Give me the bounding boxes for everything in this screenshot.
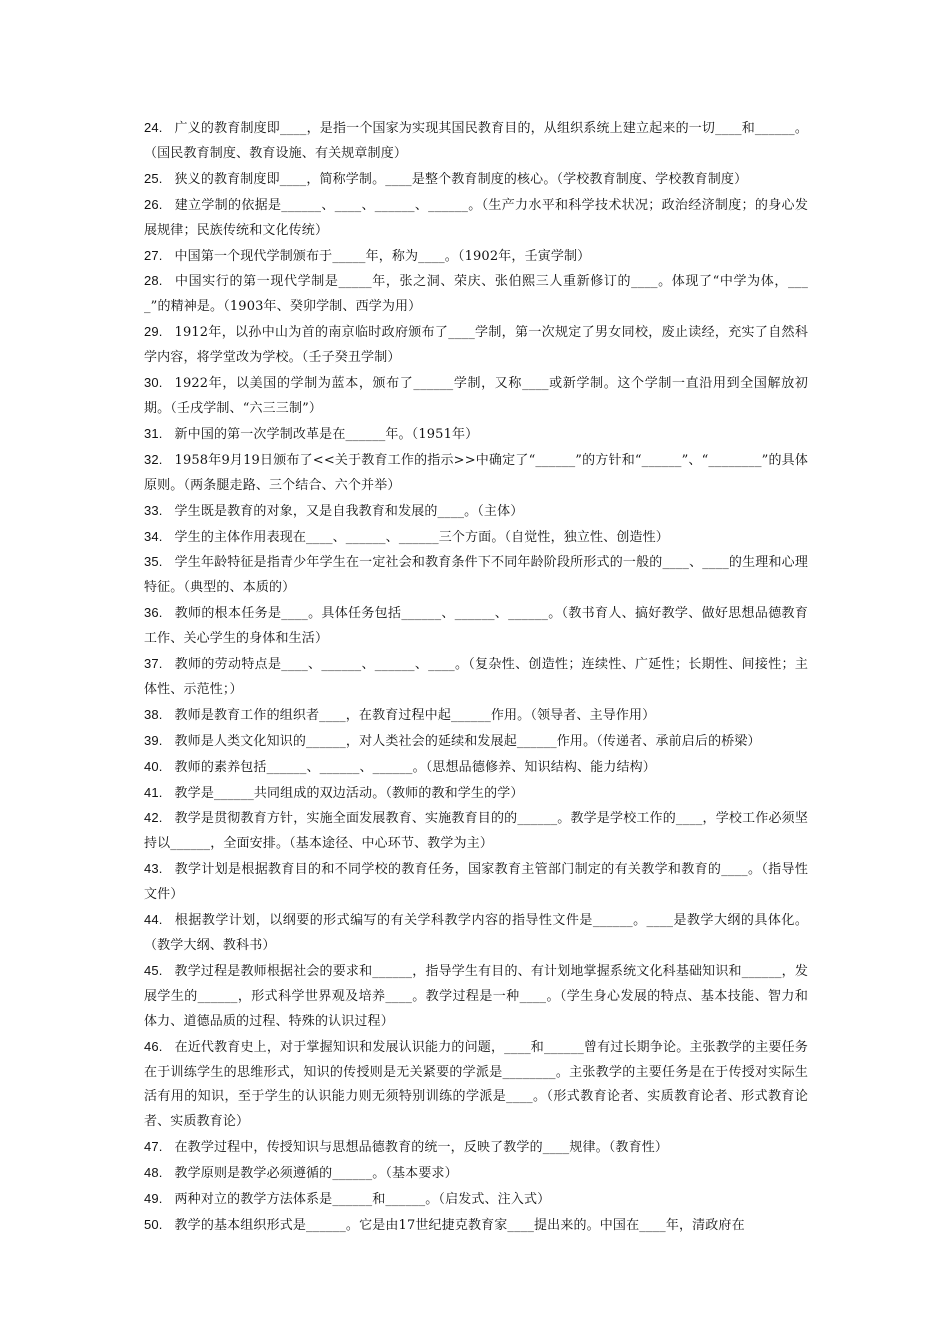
question-number: 39. [144,732,163,748]
question-item [144,1213,808,1239]
question-text: 在近代教育史上，对于掌握知识和发展认识能力的问题，____和______曾有过长期争论。主张教学的主要任务在于训练学生的思维形式，知识的传授则是无关紧要的学派是________。主张教学的主要任务是在于传授对实际生活有用的知识，至于学生的认识能力则无须特别训练的学派是____。（形式教育论者、实质教育论者、形式教育论者、实质教育论） [144,1039,808,1130]
question-item [144,269,808,320]
question-item [144,422,808,448]
question-item [144,601,808,652]
question-number: 47. [144,1139,163,1155]
question-item [144,652,808,703]
question-item [144,1161,808,1187]
question-item [144,857,808,908]
question-item [144,525,808,551]
question-number: 37. [144,656,163,672]
question-text: 教师的劳动特点是____、______、______、____。（复杂性、创造性；连续性、广延性；长期性、间接性；主体性、示范性；） [144,657,808,697]
question-text: 学生既是教育的对象，又是自我教育和发展的____。（主体） [174,503,524,519]
question-text: 教师的根本任务是____。具体任务包括______、______、______。（教书育人、搞好教学、做好思想品德教育工作、关心学生的身体和生活） [144,606,808,647]
question-item [144,116,808,167]
question-number: 45. [144,962,163,978]
question-text: 教学的基本组织形式是______。它是由17世纪捷克教育家____提出来的。中国在____年，清政府在 [174,1217,745,1233]
question-number: 31. [144,425,163,441]
question-number: 36. [144,605,163,621]
question-text: 广义的教育制度即____，是指一个国家为实现其国民教育目的，从组织系统上建立起来的一切____和______。（国民教育制度、教育设施、有关规章制度） [144,121,808,161]
question-text: 1922年，以美国的学制为蓝本，颁布了______学制，又称____或新学制。这个学制一直沿用到全国解放初期。（壬戌学制、“六三三制”） [144,376,808,416]
question-text: 两种对立的教学方法体系是______和______。（启发式、注入式） [174,1192,551,1208]
question-item [144,729,808,755]
question-number: 29. [144,324,163,340]
question-item [144,755,808,781]
question-number: 48. [144,1165,163,1181]
question-number: 35. [144,554,163,570]
question-number: 27. [144,247,163,263]
question-text: 教学是贯彻教育方针，实施全面发展教育、实施教育目的的______。教学是学校工作的____，学校工作必须坚持以______，全面安排。（基本途径、中心环节、教学为主） [144,811,808,852]
question-text: 狭义的教育制度即____，简称学制。____是整个教育制度的核心。（学校教育制度、学校教育制度） [174,171,748,187]
question-number: 46. [144,1038,163,1054]
question-item [144,703,808,729]
question-item [144,1187,808,1213]
question-number: 49. [144,1191,163,1207]
question-item [144,448,808,499]
question-text: 根据教学计划，以纲要的形式编写的有关学科教学内容的指导性文件是______。____是教学大纲的具体化。（教学大纲、教科书） [144,913,808,953]
question-text: 中国第一个现代学制颁布于_____年，称为____。（1902年，壬寅学制） [174,248,591,264]
question-number: 38. [144,706,163,722]
question-number: 44. [144,912,163,928]
question-item [144,908,808,959]
question-text: 教师是教育工作的组织者____，在教育过程中起______作用。（领导者、主导作用） [174,707,656,723]
question-item [144,959,808,1035]
question-item [144,806,808,857]
question-text: 教学计划是根据教育目的和不同学校的教育任务，国家教育主管部门制定的有关教学和教育的____。（指导性文件） [144,862,808,903]
question-text: 学生的主体作用表现在____、______、______三个方面。（自觉性，独立性、创造性） [174,529,669,545]
question-number: 34. [144,528,163,544]
question-item [144,371,808,422]
question-item [144,550,808,601]
question-item [144,1035,808,1136]
question-text: 教师的素养包括______、______、______。（思想品德修养、知识结构、能力结构） [174,759,656,775]
question-text: 教学过程是教师根据社会的要求和______，指导学生有目的、有计划地掌握系统文化科基础知识和______，发展学生的______，形式科学世界观及培养____。教学过程是一种____。（学生身心发展的特点、基本技能、智力和体力、道德品质的过程、特殊的认识过程） [144,963,808,1029]
question-number: 43. [144,861,163,877]
question-text: 新中国的第一次学制改革是在______年。（1951年） [174,426,479,442]
question-number: 28. [144,273,163,289]
question-item [144,244,808,270]
question-text: 1912年，以孙中山为首的南京临时政府颁布了____学制，第一次规定了男女同校，废止读经，充实了自然科学内容，将学堂改为学校。（壬子癸丑学制） [144,325,808,366]
question-text: 在教学过程中，传授知识与思想品德教育的统一，反映了教学的____规律。（教育性） [174,1140,669,1156]
question-number: 26. [144,196,163,212]
question-item [144,167,808,193]
question-item [144,320,808,371]
question-number: 42. [144,810,163,826]
question-number: 25. [144,170,163,186]
question-number: 24. [144,120,163,135]
question-number: 30. [144,375,163,391]
question-text: 建立学制的依据是______、____、______、______。（生产力水平和科学技术状况；政治经济制度；的身心发展规律；民族传统和文化传统） [144,197,808,238]
question-text: 中国实行的第一现代学制是_____年，张之洞、荣庆、张伯熙三人重新修订的____。体现了“中学为体，____”的精神是。（1903年、癸卯学制、西学为用） [144,274,808,315]
question-number: 50. [144,1216,163,1232]
question-number: 40. [144,758,163,774]
question-item [144,499,808,525]
question-number: 32. [144,451,163,467]
question-item [144,1135,808,1161]
question-text: 教师是人类文化知识的______，对人类社会的延续和发展起______作用。（传递者、承前启后的桥梁） [174,733,761,749]
question-text: 1958年9月19日颁布了<<关于教育工作的指示>>中确定了“______”的方针和“______”、“________”的具体原则。（两条腿走路、三个结合、六个并举） [144,452,808,493]
question-item [144,193,808,244]
question-number: 41. [144,784,163,800]
question-text: 教学原则是教学必须遵循的______。（基本要求） [174,1166,458,1182]
question-number: 33. [144,502,163,518]
question-text: 学生年龄特征是指青少年学生在一定社会和教育条件下不同年龄阶段所形式的一般的____、____的生理和心理特征。（典型的、本质的） [144,555,808,596]
question-text: 教学是______共同组成的双边活动。（教师的教和学生的学） [174,785,524,801]
question-item [144,781,808,807]
